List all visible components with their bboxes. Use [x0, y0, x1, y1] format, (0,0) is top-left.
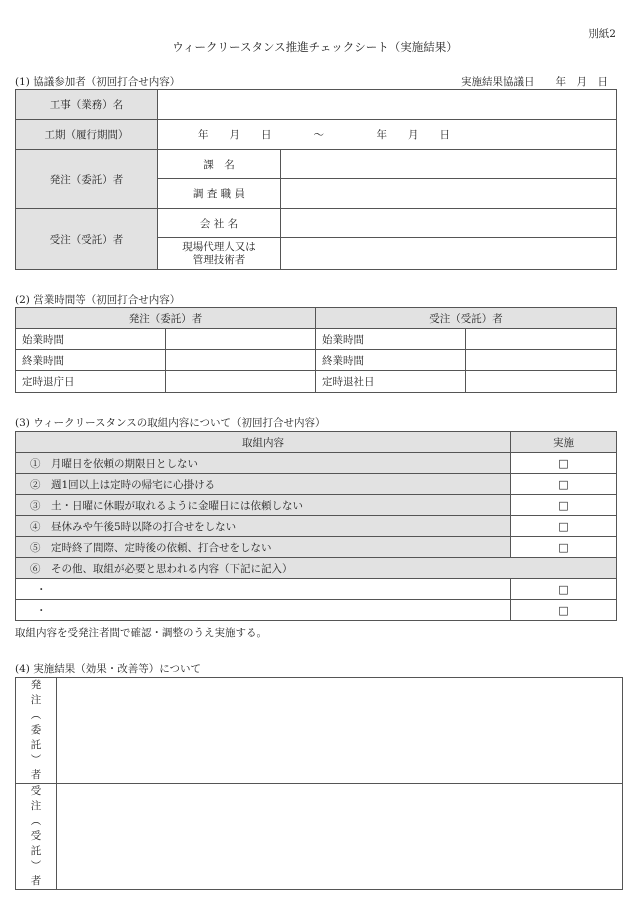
section-3-heading: (3) ウィークリースタンスの取組内容について（初回打合せ内容）	[15, 417, 326, 429]
results-contractor-label	[16, 784, 57, 890]
orderer-start-field[interactable]	[166, 329, 316, 350]
results-orderer-field[interactable]	[57, 678, 623, 784]
staff-label: 調 査 職 員	[158, 179, 281, 209]
vertical-char: 注	[30, 694, 42, 706]
agent-label-line-1: 現場代理人又は	[182, 240, 256, 253]
initiative-other-entry[interactable]: ・	[16, 579, 511, 600]
initiative-item: ③ 土・日曜に休暇が取れるように金曜日には依頼しない	[16, 495, 511, 516]
vertical-char: 者	[30, 875, 42, 887]
work-name-label: 工事（業務）名	[16, 90, 158, 120]
contractor-start-label: 始業時間	[316, 329, 466, 350]
period-field[interactable]: 年 月 日 ～ 年 月 日	[158, 120, 617, 150]
orderer-offday-label: 定時退庁日	[16, 371, 166, 393]
vertical-char: ︶	[30, 754, 42, 766]
vertical-char: 注	[30, 800, 42, 812]
period-label: 工期（履行期間）	[16, 120, 158, 150]
initiative-checkbox[interactable]: □	[511, 453, 617, 474]
initiative-checkbox[interactable]: □	[511, 579, 617, 600]
orderer-label: 発注（委託）者	[16, 150, 158, 209]
initiatives-content-header: 取組内容	[16, 432, 511, 453]
initiatives-note: 取組内容を受発注者間で確認・調整のうえ実施する。	[15, 627, 267, 639]
initiative-item: ⑤ 定時終了間際、定時後の依頼、打合せをしない	[16, 537, 511, 558]
vertical-char: 者	[30, 769, 42, 781]
initiative-item: ② 週1回以上は定時の帰宅に心掛ける	[16, 474, 511, 495]
participants-table	[15, 89, 617, 270]
initiative-item-other: ⑥ その他、取組が必要と思われる内容（下記に記入）	[16, 558, 617, 579]
agent-label	[158, 238, 281, 270]
initiative-checkbox[interactable]: □	[511, 495, 617, 516]
section-4-heading: (4) 実施結果（効果・改善等）について	[15, 663, 202, 675]
vertical-char: ︵	[30, 815, 42, 827]
company-label: 会 社 名	[158, 209, 281, 238]
initiative-checkbox[interactable]: □	[511, 537, 617, 558]
vertical-char: 受	[30, 785, 42, 797]
results-contractor-field[interactable]	[57, 784, 623, 890]
section-1-heading: (1) 協議参加者（初回打合せ内容）	[15, 76, 181, 88]
vertical-char: ︶	[30, 860, 42, 872]
hours-orderer-header: 発注（委託）者	[16, 308, 316, 329]
contractor-label: 受注（受託）者	[16, 209, 158, 270]
dept-label: 課 名	[158, 150, 281, 179]
agent-label-line-2: 管理技術者	[192, 253, 246, 266]
results-orderer-label	[16, 678, 57, 784]
page-title: ウィークリースタンス推進チェックシート（実施結果）	[172, 40, 458, 54]
orderer-start-label: 始業時間	[16, 329, 166, 350]
company-field[interactable]	[281, 209, 617, 238]
results-table	[15, 677, 623, 890]
orderer-end-label: 終業時間	[16, 350, 166, 371]
vertical-char: 委	[30, 724, 42, 736]
initiatives-done-header: 実施	[511, 432, 617, 453]
initiative-checkbox[interactable]: □	[511, 474, 617, 495]
vertical-char: ︵	[30, 709, 42, 721]
initiative-other-entry[interactable]: ・	[16, 600, 511, 621]
hours-contractor-header: 受注（受託）者	[316, 308, 617, 329]
hours-table	[15, 307, 617, 393]
initiative-checkbox[interactable]: □	[511, 600, 617, 621]
contractor-end-field[interactable]	[466, 350, 617, 371]
vertical-char: 受	[30, 830, 42, 842]
contractor-offday-field[interactable]	[466, 371, 617, 393]
vertical-char: 託	[30, 845, 42, 857]
orderer-offday-field[interactable]	[166, 371, 316, 393]
agent-field[interactable]	[281, 238, 617, 270]
section-2-heading: (2) 営業時間等（初回打合せ内容）	[15, 294, 181, 306]
vertical-char: 託	[30, 739, 42, 751]
contractor-offday-label: 定時退社日	[316, 371, 466, 393]
dept-field[interactable]	[281, 150, 617, 179]
annex-label: 別紙2	[588, 28, 616, 40]
meeting-date-label: 実施結果協議日 年 月 日	[461, 76, 608, 88]
initiatives-table	[15, 431, 617, 621]
work-name-field[interactable]	[158, 90, 617, 120]
staff-field[interactable]	[281, 179, 617, 209]
contractor-end-label: 終業時間	[316, 350, 466, 371]
initiative-item: ④ 昼休みや午後5時以降の打合せをしない	[16, 516, 511, 537]
orderer-end-field[interactable]	[166, 350, 316, 371]
vertical-char: 発	[30, 679, 42, 691]
contractor-start-field[interactable]	[466, 329, 617, 350]
initiative-checkbox[interactable]: □	[511, 516, 617, 537]
initiative-item: ① 月曜日を依頼の期限日としない	[16, 453, 511, 474]
